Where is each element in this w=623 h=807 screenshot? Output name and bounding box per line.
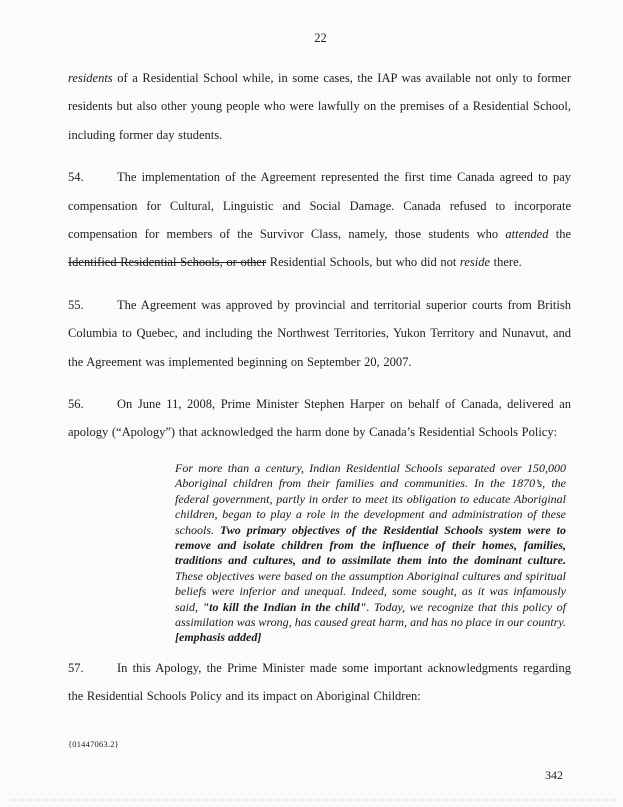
text-run: "to kill the Indian in the child" xyxy=(202,599,367,614)
text-run: Identified Residential Schools, or other xyxy=(68,255,267,270)
carryover-paragraph xyxy=(68,64,571,149)
text-run: [emphasis added] xyxy=(175,630,262,645)
text-run: Two primary objectives of the Residential Schools system were to remove and isolate children from the influence of their homes, families, traditions and cultures, and to assimilate them into the dominant culture. xyxy=(175,522,566,568)
text-run: Residential Schools, but who did not xyxy=(266,255,460,270)
text-run: The implementation of the Agreement represented the first time Canada agreed to pay compensation for Cultural, Linguistic and Social Damage. Canada refused to incorporate compensation for members of the Survivor Class, namely, those students who xyxy=(68,170,571,242)
paragraph-57-number: 57. xyxy=(68,660,84,675)
paragraph-57 xyxy=(68,654,571,711)
text-run: These objectives were based on the assumption Aboriginal cultures and spiritual beliefs were inferior and unequal. Indeed, some sought, as it was infamously said, xyxy=(175,568,566,614)
header-page-number: 22 xyxy=(314,31,327,45)
text-run: the xyxy=(548,227,571,242)
paragraph-55 xyxy=(68,291,571,376)
text-run: there. xyxy=(490,255,522,270)
apology-quote xyxy=(175,461,566,646)
paragraph-54-text xyxy=(68,170,571,269)
text-run: of a Residential School while, in some cases, the IAP was available not only to former residents but also other young people who were lawfully on the premises of a Residential School, including former day students. xyxy=(68,71,571,142)
scan-artifact xyxy=(12,799,615,801)
text-run: attended xyxy=(505,227,549,242)
text-run: residents xyxy=(68,71,113,85)
paragraph-54-number: 54. xyxy=(68,170,84,185)
paragraph-56 xyxy=(68,390,571,447)
paragraph-56-text xyxy=(68,397,571,439)
paragraph-54 xyxy=(68,163,571,277)
text-run: On June 11, 2008, Prime Minister Stephen Harper on behalf of Canada, delivered an apology (“Apology”) that acknowledged the harm done by Canada’s Residential Schools Policy: xyxy=(68,397,571,440)
text-run: . Today, we recognize that this policy of assimilation was wrong, has caused great harm, and has no place in our country. xyxy=(175,599,566,629)
paragraph-57-text xyxy=(68,661,571,703)
text-run: reside xyxy=(459,255,491,270)
text-run: For more than a century, Indian Residential Schools separated over 150,000 Aboriginal children from their families and communities. In the 1870’s, the federal government, partly in order to meet its obligation to educate Aboriginal children, began to play a role in the development and administration of these schools. xyxy=(175,460,566,537)
paragraph-56-number: 56. xyxy=(68,397,84,412)
paragraph-55-number: 55. xyxy=(68,297,84,312)
footer-page-number: 342 xyxy=(545,768,563,782)
text-run: The Agreement was approved by provincial and territorial superior courts from British Columbia to Quebec, and including the Northwest Territories, Yukon Territory and Nunavut, and the Agreement was implemented beginning on September 20, 2007. xyxy=(68,297,571,369)
paragraph-55-text xyxy=(68,298,571,369)
footer-file-number: {01447063.2} xyxy=(68,739,119,749)
text-run: In this Apology, the Prime Minister made some important acknowledgments regarding the Residential Schools Policy and its impact on Aboriginal Children: xyxy=(68,660,571,704)
